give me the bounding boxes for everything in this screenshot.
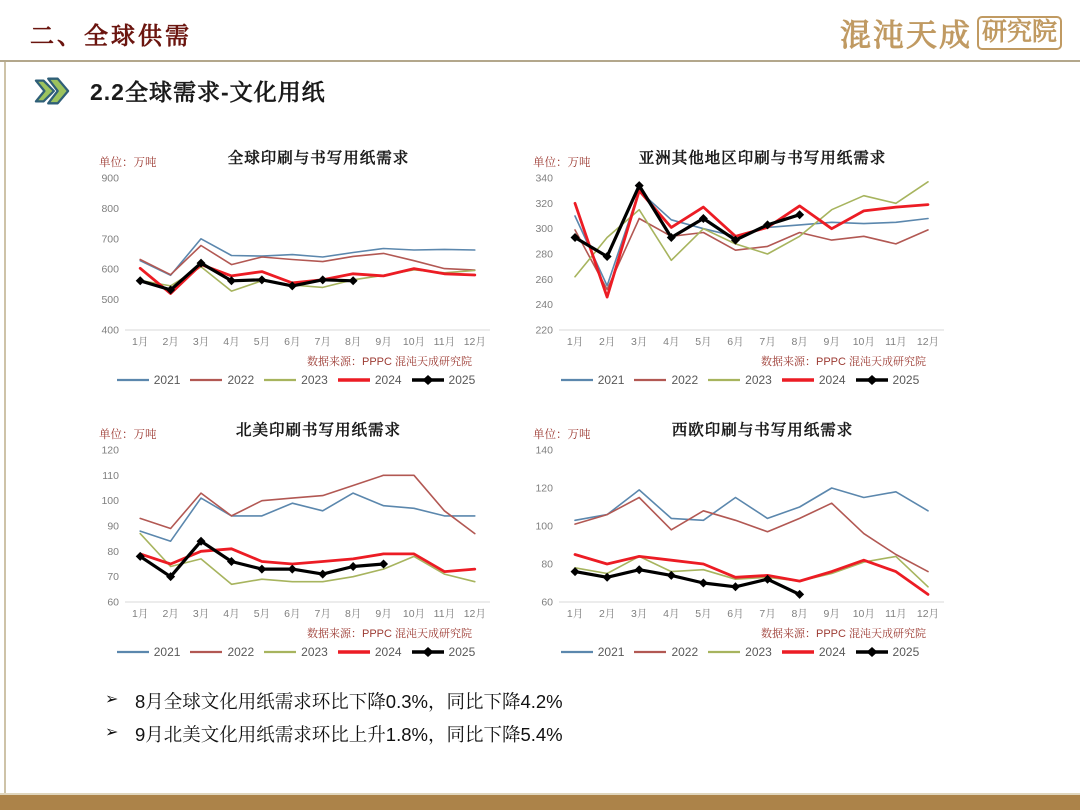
- header-divider: [0, 60, 1080, 62]
- legend-item-2024: 2024: [374, 373, 402, 387]
- svg-text:6月: 6月: [727, 608, 744, 620]
- legend-item-2021: 2021: [153, 645, 181, 659]
- bullet-arrow-icon: ➢: [105, 724, 119, 741]
- legend-item-2021: 2021: [153, 373, 181, 387]
- legend-item-2022: 2022: [227, 373, 255, 387]
- svg-text:8月: 8月: [791, 608, 808, 620]
- svg-text:5月: 5月: [253, 336, 271, 348]
- unit-label: 单位：万吨: [99, 157, 157, 169]
- svg-text:12月: 12月: [463, 608, 486, 620]
- svg-text:8月: 8月: [791, 336, 808, 348]
- plot-area: [527, 172, 952, 352]
- svg-text:6月: 6月: [284, 608, 301, 620]
- legend-item-2023: 2023: [745, 645, 772, 659]
- svg-text:90: 90: [107, 520, 119, 533]
- svg-text:3月: 3月: [192, 336, 210, 348]
- svg-text:11月: 11月: [885, 608, 907, 620]
- svg-text:2月: 2月: [162, 608, 179, 620]
- svg-text:900: 900: [101, 172, 119, 185]
- svg-text:1月: 1月: [566, 608, 584, 620]
- chart-title: 西欧印刷与书写用纸需求: [671, 422, 854, 439]
- chart-asia-paper-demand: [527, 146, 952, 387]
- legend-item-2021: 2021: [597, 373, 625, 387]
- svg-text:600: 600: [101, 263, 119, 276]
- svg-text:140: 140: [535, 444, 553, 457]
- svg-text:220: 220: [535, 324, 553, 337]
- chart-title: 亚洲其他地区印刷与书写用纸需求: [638, 150, 887, 167]
- svg-text:1月: 1月: [132, 336, 149, 348]
- legend: [527, 645, 952, 659]
- unit-label: 单位：万吨: [99, 429, 157, 441]
- unit-label: 单位：万吨: [533, 157, 591, 169]
- svg-text:7月: 7月: [759, 336, 776, 348]
- legend: [93, 645, 498, 659]
- svg-text:7月: 7月: [314, 336, 331, 348]
- data-source-label: 数据来源：PPPC 混沌天成研究院: [760, 356, 926, 368]
- logo-text: 混沌天成: [839, 18, 972, 53]
- bullet-item: [105, 688, 865, 714]
- svg-text:2月: 2月: [598, 608, 616, 620]
- svg-text:4月: 4月: [223, 608, 240, 620]
- svg-text:12月: 12月: [916, 336, 940, 348]
- section-header: [34, 74, 326, 107]
- svg-text:5月: 5月: [695, 608, 712, 620]
- svg-text:4月: 4月: [663, 608, 680, 620]
- footer-bar: [0, 793, 1080, 810]
- legend: [93, 373, 498, 387]
- svg-text:11月: 11月: [433, 608, 456, 620]
- legend-item-2023: 2023: [301, 373, 328, 387]
- svg-text:3月: 3月: [192, 608, 210, 620]
- svg-text:8月: 8月: [344, 336, 362, 348]
- svg-text:240: 240: [535, 299, 553, 312]
- chart-north-america-paper-demand: [93, 418, 498, 659]
- svg-text:300: 300: [535, 223, 553, 236]
- svg-text:100: 100: [101, 495, 119, 508]
- legend-item-2024: 2024: [818, 373, 846, 387]
- svg-text:260: 260: [535, 273, 553, 286]
- svg-text:10月: 10月: [402, 336, 426, 348]
- svg-text:110: 110: [102, 469, 119, 482]
- svg-text:2月: 2月: [598, 336, 616, 348]
- legend-item-2025: 2025: [855, 645, 920, 659]
- svg-text:9月: 9月: [823, 608, 840, 620]
- chart-global-paper-demand: [93, 146, 498, 387]
- data-source-label: 数据来源：PPPC 混沌天成研究院: [306, 628, 472, 640]
- page-title: 二、全球供需: [30, 23, 192, 50]
- company-logo: [840, 10, 1062, 55]
- svg-text:800: 800: [101, 202, 119, 215]
- svg-text:700: 700: [101, 233, 119, 246]
- data-source-label: 数据来源：PPPC 混沌天成研究院: [760, 628, 926, 640]
- svg-text:80: 80: [107, 545, 119, 558]
- svg-text:4月: 4月: [663, 336, 680, 348]
- logo-seal-icon: 研究院: [977, 16, 1062, 50]
- svg-text:11月: 11月: [433, 336, 456, 348]
- legend-item-2024: 2024: [818, 645, 846, 659]
- double-chevron-icon: [34, 76, 70, 106]
- svg-text:120: 120: [535, 482, 553, 495]
- svg-text:80: 80: [541, 558, 553, 571]
- bullet-arrow-icon: ➢: [105, 691, 119, 708]
- legend-item-2023: 2023: [745, 373, 772, 387]
- svg-text:11月: 11月: [885, 336, 907, 348]
- plot-area: [93, 444, 498, 624]
- svg-text:60: 60: [107, 596, 119, 609]
- data-source-label: 数据来源：PPPC 混沌天成研究院: [306, 356, 472, 368]
- chart-title: 北美印刷书写用纸需求: [235, 422, 401, 439]
- svg-text:340: 340: [535, 172, 553, 185]
- svg-text:3月: 3月: [631, 608, 648, 620]
- svg-text:9月: 9月: [375, 608, 392, 620]
- legend-item-2022: 2022: [227, 645, 255, 659]
- svg-text:4月: 4月: [223, 336, 240, 348]
- legend-item-2022: 2022: [671, 645, 699, 659]
- svg-text:2月: 2月: [162, 336, 179, 348]
- legend-item-2025: 2025: [411, 373, 476, 387]
- chart-west-europe-paper-demand: [527, 418, 952, 659]
- svg-text:1月: 1月: [132, 608, 149, 620]
- legend-item-2023: 2023: [301, 645, 328, 659]
- bullet-text: 9月北美文化用纸需求环比上升1.8%，同比下降5.4%: [135, 724, 563, 745]
- svg-text:320: 320: [535, 197, 553, 210]
- svg-text:10月: 10月: [852, 336, 875, 348]
- svg-text:1月: 1月: [566, 336, 584, 348]
- bullet-list: [105, 688, 865, 754]
- chart-title: 全球印刷与书写用纸需求: [227, 150, 410, 167]
- legend-item-2022: 2022: [671, 373, 699, 387]
- bullet-text: 8月全球文化用纸需求环比下降0.3%，同比下降4.2%: [135, 691, 563, 712]
- svg-text:400: 400: [101, 324, 119, 337]
- section-title: 2.2全球需求-文化用纸: [90, 79, 326, 105]
- bullet-item: [105, 721, 865, 747]
- svg-text:12月: 12月: [916, 608, 940, 620]
- svg-text:5月: 5月: [253, 608, 271, 620]
- svg-text:10月: 10月: [402, 608, 426, 620]
- svg-text:7月: 7月: [314, 608, 331, 620]
- svg-text:5月: 5月: [695, 336, 712, 348]
- unit-label: 单位：万吨: [533, 429, 591, 441]
- legend-item-2024: 2024: [374, 645, 402, 659]
- svg-text:6月: 6月: [727, 336, 744, 348]
- svg-text:9月: 9月: [823, 336, 840, 348]
- left-frame-line: [4, 62, 6, 793]
- svg-text:500: 500: [101, 294, 119, 307]
- svg-text:9月: 9月: [375, 336, 392, 348]
- svg-text:70: 70: [107, 571, 119, 584]
- svg-text:120: 120: [101, 444, 119, 457]
- svg-text:8月: 8月: [344, 608, 362, 620]
- svg-text:280: 280: [535, 248, 553, 261]
- legend: [527, 373, 952, 387]
- plot-area: [527, 444, 952, 624]
- svg-text:60: 60: [541, 596, 553, 609]
- legend-item-2025: 2025: [411, 645, 476, 659]
- svg-text:12月: 12月: [463, 336, 486, 348]
- legend-item-2021: 2021: [597, 645, 625, 659]
- svg-text:3月: 3月: [631, 336, 648, 348]
- svg-text:7月: 7月: [759, 608, 776, 620]
- plot-area: [93, 172, 498, 352]
- legend-item-2025: 2025: [855, 373, 920, 387]
- svg-text:100: 100: [535, 520, 553, 533]
- svg-text:6月: 6月: [284, 336, 301, 348]
- svg-text:10月: 10月: [852, 608, 875, 620]
